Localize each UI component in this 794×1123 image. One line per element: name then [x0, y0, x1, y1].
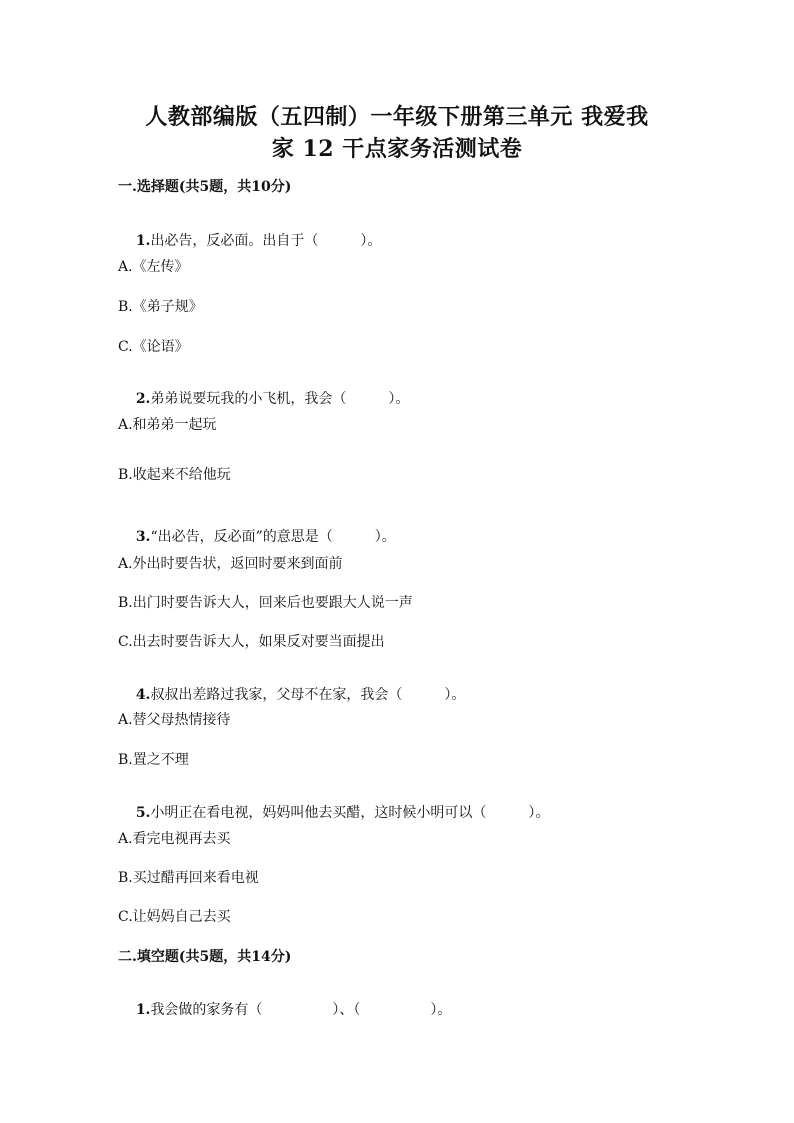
question-text: 小明正在看电视，妈妈叫他去买醋，这时候小明可以（ ）。	[150, 805, 550, 821]
fill-question-1	[118, 989, 451, 1031]
question-1	[118, 220, 381, 262]
question-number: 3.	[135, 529, 151, 545]
question-text: 出必告，反必面。出自于（ ）。	[150, 233, 382, 249]
option-a: A.看完电视再去买	[118, 831, 231, 847]
page-title-line-1: 人教部编版（五四制）一年级下册第三单元 我爱我	[145, 104, 649, 130]
section-heading-choice: 一.选择题(共5题，共10分)	[118, 179, 292, 195]
question-4	[118, 674, 465, 716]
option-c: C.出去时要告诉大人，如果反对要当面提出	[118, 634, 385, 650]
option-a: A.替父母热情接待	[118, 712, 231, 728]
question-text: 弟弟说要玩我的小飞机，我会（ ）。	[150, 391, 410, 407]
option-a: A.和弟弟一起玩	[118, 417, 217, 433]
question-number: 5.	[135, 805, 151, 821]
option-b: B.置之不理	[118, 752, 189, 768]
option-a: A.外出时要告状，返回时要来到面前	[118, 556, 343, 572]
option-c: C.《论语》	[118, 339, 189, 355]
option-b: B.买过醋再回来看电视	[118, 870, 259, 886]
option-c: C.让妈妈自己去买	[118, 909, 231, 925]
question-text: 我会做的家务有（ ）、（ ）。	[150, 1002, 452, 1018]
question-number: 2.	[135, 391, 151, 407]
option-a: A.《左传》	[118, 259, 189, 275]
question-5	[118, 792, 549, 834]
question-text: “出必告，反必面”的意思是（ ）。	[150, 529, 396, 545]
question-number: 1.	[135, 1002, 151, 1018]
option-b: B.收起来不给他玩	[118, 467, 231, 483]
section-heading-fill-in: 二.填空题(共5题，共14分)	[118, 949, 292, 965]
question-number: 1.	[135, 233, 151, 249]
question-2	[118, 378, 409, 420]
page-title-line-2: 家 12 干点家务活测试卷	[271, 136, 523, 162]
question-3	[118, 516, 396, 558]
question-number: 4.	[135, 687, 151, 703]
option-b: B.出门时要告诉大人，回来后也要跟大人说一声	[118, 595, 413, 611]
question-text: 叔叔出差路过我家，父母不在家，我会（ ）。	[150, 687, 466, 703]
option-b: B.《弟子规》	[118, 299, 203, 315]
